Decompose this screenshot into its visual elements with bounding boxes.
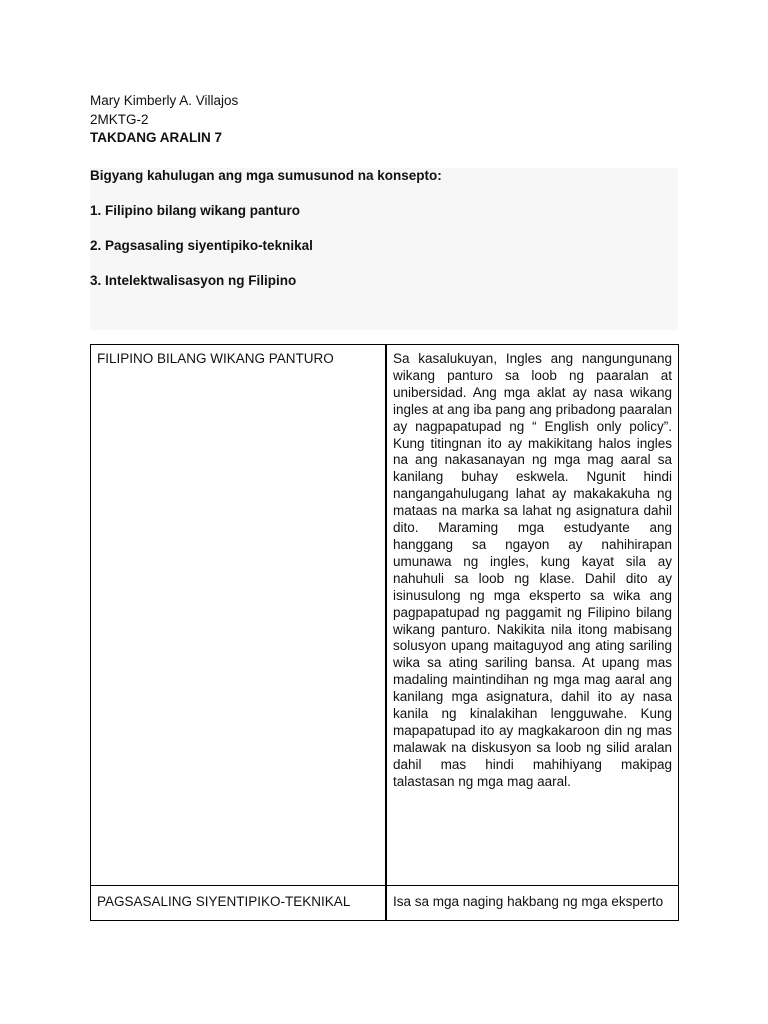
prompt-item-1: 1. Filipino bilang wikang panturo: [90, 203, 301, 218]
prompt-instruction: Bigyang kahulugan ang mga sumusunod na konsepto:: [90, 168, 442, 183]
definition-cell: [386, 886, 679, 921]
concept-cell: [91, 345, 387, 886]
author-name: Mary Kimberly A. Villajos: [90, 93, 239, 108]
concept-label: FILIPINO BILANG WIKANG PANTURO: [97, 351, 334, 366]
prompt-item-3: 3. Intelektwalisasyon ng Filipino: [90, 273, 297, 288]
class-section: 2MKTG-2: [90, 111, 149, 127]
table-row: [91, 886, 679, 921]
document-header: [90, 92, 238, 148]
definition-text: Sa kasalukuyan, Ingles ang nangungunang wikang panturo sa loob ng paaralan at unibersidad. Ang mga aklat ay nasa wikang ingles at ang iba pang ang pribadong paaralan ay nagpapatupad ng “ English only policy”. Kung titingnan ito ay makikitang halos ingles na ang nakasanayan ng mga mag aaral sa kanilang buhay eskwela. Ngunit hindi nangangahulugang lahat ay makakakuha ng mataas na marka sa lahat ng asignatura dahil dito. Maraming mga estudyante ang hanggang sa ngayon ay nahihirapan umunawa ng ingles, kung kayat sila ay nahuhuli sa loob ng klase. Dahil dito ay isinusulong ng mga eksperto sa wika ang pagpapatupad ng paggamit ng Filipino bilang wikang panturo. Nakikita nila itong mabisang solusyon upang maitaguyod ang ating sariling wika sa ating sariling bansa. At upang mas madaling maintindihan ng mga mag aaral ang kanilang mga asignatura, dahil ito ay nasa kanila ng kinalakihan lengguwahe. Kung mapapatupad ito ay magkakaroon din ng mas malawak na diskusyon sa loob ng silid aralan dahil mas hindi mahihiyang makipag talastasan ng mga mag aaral.: [393, 351, 672, 789]
concept-cell: [91, 886, 387, 921]
prompt-item-2: 2. Pagsasaling siyentipiko-teknikal: [90, 238, 313, 253]
definition-text: Isa sa mga naging hakbang ng mga eksperto: [393, 894, 664, 909]
concept-label: PAGSASALING SIYENTIPIKO-TEKNIKAL: [97, 894, 351, 909]
concept-table: [90, 344, 679, 921]
definition-cell: [386, 345, 679, 886]
assignment-title: TAKDANG ARALIN 7: [90, 130, 222, 145]
prompt-box: [90, 168, 678, 330]
table-row: [91, 345, 679, 886]
